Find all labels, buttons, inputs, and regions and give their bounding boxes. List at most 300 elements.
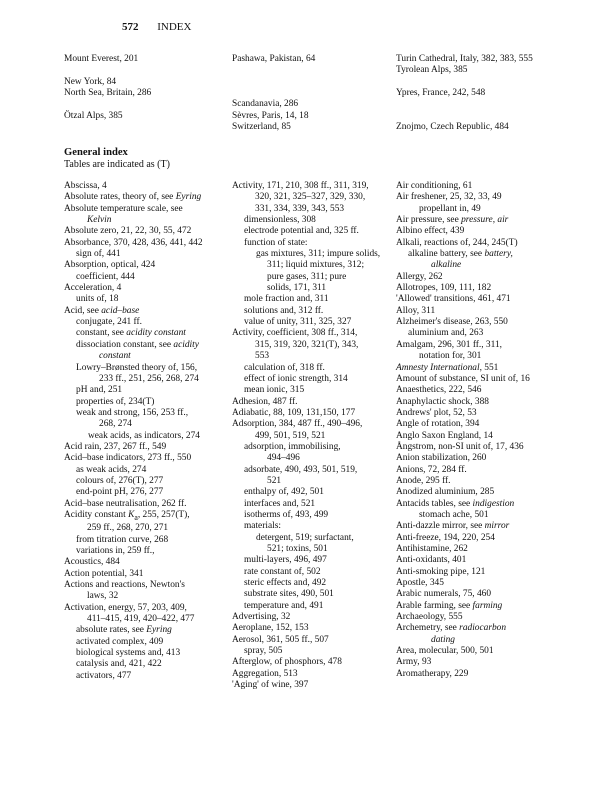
index-text: Ångstrom, non-SI unit of, 17, 436 bbox=[396, 441, 524, 452]
index-text: Anglo Saxon England, 14 bbox=[396, 430, 493, 441]
index-entry bbox=[396, 589, 566, 600]
page-number: 572 bbox=[122, 21, 139, 33]
index-column-2 bbox=[232, 181, 392, 691]
index-entry bbox=[64, 260, 224, 271]
index-entry bbox=[232, 272, 392, 283]
index-text: solids, 171, 311 bbox=[267, 283, 327, 294]
index-text: calculation of, 318 ff. bbox=[244, 362, 325, 373]
index-entry bbox=[396, 294, 566, 305]
index-text: 521 bbox=[267, 475, 282, 486]
index-text: Area, molecular, 500, 501 bbox=[396, 646, 494, 657]
index-entry bbox=[232, 589, 392, 600]
index-text: 320, 321, 325–327, 329, 330, bbox=[255, 192, 366, 203]
index-text: detergent, 519; surfactant, bbox=[256, 532, 354, 543]
index-entry bbox=[64, 487, 224, 498]
index-text: solutions and, 312 ff. bbox=[244, 305, 324, 316]
index-text: Sèvres, Paris, 14, 18 bbox=[232, 110, 309, 121]
index-entry bbox=[232, 260, 392, 271]
index-entry bbox=[396, 54, 566, 65]
index-entry bbox=[232, 601, 392, 612]
index-text: Eyring bbox=[146, 625, 172, 636]
index-text: constant, see bbox=[76, 328, 127, 339]
index-text: alkaline battery, see bbox=[408, 249, 485, 260]
index-text: substrate sites, 490, 501 bbox=[244, 589, 334, 600]
index-text: Anti-dazzle mirror, see bbox=[396, 521, 485, 532]
index-entry bbox=[64, 317, 224, 328]
index-text: Albino effect, 439 bbox=[396, 226, 465, 237]
index-text: Air freshener, 25, 32, 33, 49 bbox=[396, 192, 502, 203]
index-entry bbox=[64, 535, 224, 546]
index-entry bbox=[232, 204, 392, 215]
index-text: mean ionic, 315 bbox=[244, 385, 305, 396]
index-entry bbox=[64, 603, 224, 614]
index-entry bbox=[396, 408, 566, 419]
index-text: Adiabatic, 88, 109, 131,150, 177 bbox=[232, 407, 356, 418]
index-text: 521; toxins, 501 bbox=[267, 544, 328, 554]
index-text: pressure, air bbox=[461, 215, 509, 226]
index-entry bbox=[64, 671, 224, 682]
index-text: multi-layers, 496, 497 bbox=[244, 555, 327, 566]
index-entry bbox=[64, 328, 224, 339]
index-entry bbox=[396, 215, 566, 226]
index-entry bbox=[396, 510, 566, 521]
index-entry bbox=[232, 521, 392, 532]
index-text: Znojmo, Czech Republic, 484 bbox=[396, 122, 509, 133]
index-entry bbox=[396, 272, 566, 283]
index-text: Adhesion, 487 ff. bbox=[232, 396, 298, 407]
index-text: Action potential, 341 bbox=[64, 568, 144, 579]
index-entry bbox=[232, 408, 392, 419]
index-entry bbox=[232, 192, 392, 203]
index-entry bbox=[232, 317, 392, 328]
index-text: Acid, see bbox=[64, 305, 102, 316]
index-entry bbox=[64, 340, 224, 351]
index-entry bbox=[396, 363, 566, 374]
index-entry bbox=[396, 601, 566, 612]
index-text: Absolute zero, 21, 22, 30, 55, 472 bbox=[64, 226, 192, 237]
index-text: dating bbox=[431, 634, 455, 645]
index-entry bbox=[396, 122, 566, 133]
spacer bbox=[64, 99, 224, 110]
index-entry bbox=[232, 226, 392, 237]
index-text: 268, 274 bbox=[99, 419, 132, 430]
index-entry bbox=[64, 453, 224, 464]
index-entry bbox=[64, 476, 224, 487]
index-entry bbox=[396, 249, 566, 260]
index-text: Air pressure, see bbox=[396, 215, 462, 226]
index-text: activated complex, 409 bbox=[76, 636, 164, 647]
index-entry bbox=[64, 215, 224, 226]
index-entry bbox=[64, 648, 224, 659]
index-entry bbox=[232, 499, 392, 510]
index-entry bbox=[232, 238, 392, 249]
index-entry bbox=[396, 181, 566, 192]
index-text: enthalpy of, 492, 501 bbox=[244, 487, 324, 498]
index-entry bbox=[232, 99, 392, 110]
index-entry bbox=[396, 487, 566, 498]
index-text: dimensionless, 308 bbox=[244, 215, 316, 226]
index-text: steric effects and, 492 bbox=[244, 578, 327, 589]
index-entry bbox=[396, 431, 566, 442]
index-text: spray, 505 bbox=[244, 646, 283, 657]
index-text: 311; liquid mixtures, 312; bbox=[267, 260, 365, 271]
index-text: Mount Everest, 201 bbox=[64, 54, 139, 64]
index-entry bbox=[64, 238, 224, 249]
index-text: Aeroplane, 152, 153 bbox=[232, 623, 309, 634]
index-text: Lowry–Brønsted theory of, 156, bbox=[76, 362, 198, 373]
spacer bbox=[232, 77, 392, 88]
index-entry bbox=[396, 544, 566, 555]
index-entry bbox=[64, 431, 224, 442]
index-entry bbox=[396, 419, 566, 430]
index-text: 233 ff., 251, 256, 268, 274 bbox=[99, 373, 199, 384]
index-text: , 255, 257(T), bbox=[137, 509, 190, 520]
index-column-1 bbox=[64, 181, 224, 682]
index-entry bbox=[396, 476, 566, 487]
index-text: Anti-smoking pipe, 121 bbox=[396, 566, 486, 577]
index-entry bbox=[396, 499, 566, 510]
index-entry bbox=[396, 623, 566, 634]
index-entry bbox=[232, 374, 392, 385]
index-entry bbox=[64, 397, 224, 408]
index-text: Alzheimer's disease, 263, 550 bbox=[396, 317, 508, 328]
index-text: Amnesty International bbox=[396, 362, 480, 373]
index-text: Ötzal Alps, 385 bbox=[64, 110, 123, 121]
index-text: Archemetry, see bbox=[396, 623, 460, 634]
index-text: Antacids tables, see bbox=[396, 498, 473, 509]
index-text: Allotropes, 109, 111, 182 bbox=[396, 283, 492, 294]
index-text: as weak acids, 274 bbox=[76, 464, 147, 475]
index-text: Actions and reactions, Newton's bbox=[64, 579, 185, 590]
index-text: mirror bbox=[484, 521, 510, 532]
index-entry bbox=[396, 192, 566, 203]
index-entry bbox=[232, 476, 392, 487]
index-entry bbox=[396, 533, 566, 544]
index-text: stomach ache, 501 bbox=[419, 509, 489, 520]
index-text: 331, 334, 339, 343, 553 bbox=[255, 203, 345, 214]
index-text: Scandanavia, 286 bbox=[232, 99, 299, 110]
index-entry bbox=[64, 659, 224, 670]
index-text: Eyring bbox=[175, 192, 202, 203]
index-text: Arabic numerals, 75, 460 bbox=[396, 589, 492, 600]
index-entry bbox=[64, 614, 224, 625]
index-text: Aerosol, 361, 505 ff., 507 bbox=[232, 634, 329, 645]
index-entry bbox=[64, 465, 224, 476]
index-text: 499, 501, 519, 521 bbox=[255, 430, 326, 441]
index-entry bbox=[64, 591, 224, 602]
index-entry bbox=[396, 260, 566, 271]
index-entry bbox=[232, 646, 392, 657]
index-entry bbox=[396, 204, 566, 215]
index-entry bbox=[232, 328, 392, 339]
index-entry bbox=[232, 612, 392, 623]
index-text: rate constant of, 502 bbox=[244, 566, 321, 577]
index-text: absolute rates, see bbox=[76, 625, 147, 636]
index-entry bbox=[232, 510, 392, 521]
index-text: pH and, 251 bbox=[76, 385, 123, 396]
spacer bbox=[232, 65, 392, 76]
index-text: pure gases, 311; pure bbox=[267, 271, 347, 282]
index-text: properties of, 234(T) bbox=[76, 396, 155, 407]
index-entry bbox=[232, 306, 392, 317]
index-text: battery, bbox=[484, 249, 513, 260]
index-entry bbox=[232, 555, 392, 566]
index-entry bbox=[232, 657, 392, 668]
index-entry bbox=[64, 510, 224, 523]
index-text: Archaeology, 555 bbox=[396, 612, 463, 623]
index-text: Anion stabilization, 260 bbox=[396, 453, 487, 464]
index-text: weak and strong, 156, 253 ff., bbox=[76, 407, 189, 418]
index-entry bbox=[396, 340, 566, 351]
index-text: Alkali, reactions of, 244, 245(T) bbox=[396, 237, 518, 248]
page-header bbox=[122, 21, 191, 33]
index-entry bbox=[396, 226, 566, 237]
index-entry bbox=[232, 283, 392, 294]
index-text: indigestion bbox=[472, 498, 515, 509]
index-entry bbox=[64, 111, 224, 122]
index-entry bbox=[64, 557, 224, 568]
index-text: dissociation constant, see bbox=[76, 339, 174, 350]
index-text: Aggregation, 513 bbox=[232, 668, 298, 679]
index-text: Kelvin bbox=[87, 215, 112, 226]
index-entry bbox=[396, 283, 566, 294]
index-text: Acoustics, 484 bbox=[64, 557, 120, 568]
spacer bbox=[396, 77, 566, 88]
index-text: value of unity, 311, 325, 327 bbox=[244, 317, 352, 328]
index-entry bbox=[64, 499, 224, 510]
index-text: coefficient, 444 bbox=[76, 271, 135, 282]
index-entry bbox=[396, 646, 566, 657]
index-entry bbox=[396, 306, 566, 317]
index-entry bbox=[232, 669, 392, 680]
index-text: North Sea, Britain, 286 bbox=[64, 88, 152, 99]
index-text: Adsorption, 384, 487 ff., 490–496, bbox=[232, 419, 363, 430]
index-text: catalysis and, 421, 422 bbox=[76, 659, 162, 670]
index-text: laws, 32 bbox=[87, 591, 119, 602]
index-entry bbox=[232, 181, 392, 192]
index-entry bbox=[396, 567, 566, 578]
index-text: K bbox=[128, 509, 135, 520]
index-text: Anode, 295 ff. bbox=[396, 475, 451, 486]
index-entry bbox=[396, 657, 566, 668]
index-entry bbox=[64, 363, 224, 374]
index-text: Activation, energy, 57, 203, 409, bbox=[64, 602, 187, 613]
index-entry bbox=[232, 680, 392, 691]
index-text: 'Allowed' transitions, 461, 471 bbox=[396, 294, 511, 305]
index-text: Advertising, 32 bbox=[232, 612, 291, 623]
index-text: aluminium and, 263 bbox=[408, 328, 484, 339]
index-text: Activity, 171, 210, 308 ff., 311, 319, bbox=[232, 181, 369, 191]
index-text: constant bbox=[99, 351, 131, 362]
index-entry bbox=[64, 374, 224, 385]
places-column-2 bbox=[232, 54, 392, 133]
index-entry bbox=[64, 294, 224, 305]
index-entry bbox=[396, 453, 566, 464]
index-text: radiocarbon bbox=[459, 623, 507, 634]
index-text: Angle of rotation, 394 bbox=[396, 419, 480, 430]
places-column-1 bbox=[64, 54, 224, 122]
index-text: Arable farming, see bbox=[396, 600, 473, 611]
index-text: from titration curve, 268 bbox=[76, 534, 169, 545]
index-entry bbox=[64, 88, 224, 99]
index-text: Aromatherapy, 229 bbox=[396, 668, 469, 679]
index-text: Pashawa, Pakistan, 64 bbox=[232, 54, 316, 64]
index-entry bbox=[64, 351, 224, 362]
index-entry bbox=[64, 637, 224, 648]
index-entry bbox=[64, 385, 224, 396]
index-text: activators, 477 bbox=[76, 670, 132, 681]
index-column-3 bbox=[396, 181, 566, 680]
index-text: New York, 84 bbox=[64, 76, 117, 87]
index-entry bbox=[232, 419, 392, 430]
index-entry bbox=[64, 625, 224, 636]
index-entry bbox=[232, 533, 392, 544]
index-entry bbox=[396, 374, 566, 385]
index-text: units of, 18 bbox=[76, 294, 119, 305]
spacer bbox=[232, 88, 392, 99]
index-entry bbox=[64, 283, 224, 294]
index-entry bbox=[232, 122, 392, 133]
index-entry bbox=[232, 351, 392, 362]
spacer bbox=[64, 65, 224, 76]
index-text: Anions, 72, 284 ff. bbox=[396, 464, 467, 475]
spacer bbox=[396, 111, 566, 122]
index-text: temperature and, 491 bbox=[244, 600, 324, 611]
index-text: colours of, 276(T), 277 bbox=[76, 475, 164, 486]
index-entry bbox=[396, 669, 566, 680]
index-text: Tyrolean Alps, 385 bbox=[396, 65, 468, 76]
index-text: materials: bbox=[244, 521, 281, 532]
index-text: Switzerland, 85 bbox=[232, 122, 291, 133]
index-entry bbox=[64, 306, 224, 317]
index-text: adsorption, immobilising, bbox=[244, 441, 341, 452]
index-entry bbox=[232, 487, 392, 498]
index-entry bbox=[396, 578, 566, 589]
index-text: Andrews' plot, 52, 53 bbox=[396, 407, 477, 418]
index-text: Anaesthetics, 222, 546 bbox=[396, 385, 482, 396]
index-entry bbox=[396, 317, 566, 328]
running-title: INDEX bbox=[157, 21, 192, 33]
index-entry bbox=[232, 215, 392, 226]
index-text: Air conditioning, 61 bbox=[396, 181, 473, 191]
index-text: interfaces and, 521 bbox=[244, 498, 316, 509]
index-entry bbox=[232, 578, 392, 589]
index-entry bbox=[396, 521, 566, 532]
index-entry bbox=[232, 397, 392, 408]
index-entry bbox=[232, 111, 392, 122]
general-index-heading bbox=[64, 147, 170, 171]
index-entry bbox=[396, 442, 566, 453]
index-text: acidity bbox=[173, 339, 199, 350]
index-text: gas mixtures, 311; impure solids, bbox=[256, 249, 381, 260]
index-text: function of state: bbox=[244, 237, 308, 248]
index-entry bbox=[396, 612, 566, 623]
index-entry bbox=[64, 419, 224, 430]
index-entry bbox=[64, 204, 224, 215]
index-text: biological systems and, 413 bbox=[76, 647, 181, 658]
index-text: isotherms of, 493, 499 bbox=[244, 509, 329, 520]
index-text: adsorbate, 490, 493, 501, 519, bbox=[244, 464, 358, 475]
index-text: end-point pH, 276, 277 bbox=[76, 487, 164, 498]
index-text: Abscissa, 4 bbox=[64, 181, 107, 191]
index-text: variations in, 259 ff., bbox=[76, 545, 155, 556]
index-text: Acid–base indicators, 273 ff., 550 bbox=[64, 453, 192, 464]
index-entry bbox=[396, 465, 566, 476]
index-entry bbox=[232, 294, 392, 305]
index-entry bbox=[232, 623, 392, 634]
places-column-3 bbox=[396, 54, 566, 133]
index-text: Anaphylactic shock, 388 bbox=[396, 396, 489, 407]
index-text: propellant in, 49 bbox=[419, 203, 481, 214]
index-text: Absorption, optical, 424 bbox=[64, 260, 156, 271]
index-text: Amount of substance, SI unit of, 16 bbox=[396, 373, 530, 384]
index-text: Activity, coefficient, 308 ff., 314, bbox=[232, 328, 358, 339]
index-text: notation for, 301 bbox=[419, 351, 482, 362]
index-entry bbox=[232, 431, 392, 442]
index-entry bbox=[64, 54, 224, 65]
index-entry bbox=[232, 465, 392, 476]
index-text: 'Aging' of wine, 397 bbox=[232, 680, 309, 691]
index-entry bbox=[232, 363, 392, 374]
index-text: Army, 93 bbox=[396, 657, 432, 668]
index-entry bbox=[64, 546, 224, 557]
section-subtitle: Tables are indicated as (T) bbox=[64, 159, 170, 170]
index-entry bbox=[64, 569, 224, 580]
index-entry bbox=[64, 272, 224, 283]
index-entry bbox=[232, 635, 392, 646]
index-text: sign of, 441 bbox=[76, 249, 121, 260]
index-text: Absorbance, 370, 428, 436, 441, 442 bbox=[64, 237, 203, 248]
index-text: Acceleration, 4 bbox=[64, 283, 122, 294]
index-entry bbox=[396, 385, 566, 396]
index-text: Acid–base neutralisation, 262 ff. bbox=[64, 498, 187, 509]
index-entry bbox=[232, 54, 392, 65]
index-entry bbox=[232, 385, 392, 396]
section-title: General index bbox=[64, 147, 128, 158]
index-text: Ypres, France, 242, 548 bbox=[396, 88, 486, 99]
index-text: 411–415, 419, 420–422, 477 bbox=[87, 613, 195, 624]
index-entry bbox=[396, 65, 566, 76]
index-text: Absolute rates, theory of, see bbox=[64, 192, 176, 203]
index-text: Anodized aluminium, 285 bbox=[396, 487, 495, 498]
index-text: acidity constant bbox=[126, 328, 186, 339]
index-entry bbox=[64, 442, 224, 453]
index-text: Amalgam, 296, 301 ff., 311, bbox=[396, 339, 502, 350]
index-text: acid–base bbox=[101, 305, 140, 316]
index-entry bbox=[396, 328, 566, 339]
index-text: Acid rain, 237, 267 ff., 549 bbox=[64, 441, 167, 452]
index-text: conjugate, 241 ff. bbox=[76, 317, 142, 328]
index-entry bbox=[396, 88, 566, 99]
index-entry bbox=[396, 351, 566, 362]
index-entry bbox=[396, 238, 566, 249]
index-text: 259 ff., 268, 270, 271 bbox=[87, 523, 169, 534]
index-entry bbox=[232, 442, 392, 453]
index-text: , 551 bbox=[479, 362, 499, 373]
index-entry bbox=[396, 397, 566, 408]
index-text: effect of ionic strength, 314 bbox=[244, 373, 348, 384]
index-text: Absolute temperature scale, see bbox=[64, 203, 183, 214]
index-text: Allergy, 262 bbox=[396, 271, 443, 282]
index-entry bbox=[232, 544, 392, 555]
index-entry bbox=[64, 226, 224, 237]
index-text: Anti-oxidants, 401 bbox=[396, 555, 467, 566]
index-text: weak acids, as indicators, 274 bbox=[88, 430, 200, 441]
index-entry bbox=[232, 340, 392, 351]
index-entry bbox=[232, 567, 392, 578]
index-text: Anti-freeze, 194, 220, 254 bbox=[396, 532, 495, 543]
index-text: alkaline bbox=[431, 260, 462, 271]
